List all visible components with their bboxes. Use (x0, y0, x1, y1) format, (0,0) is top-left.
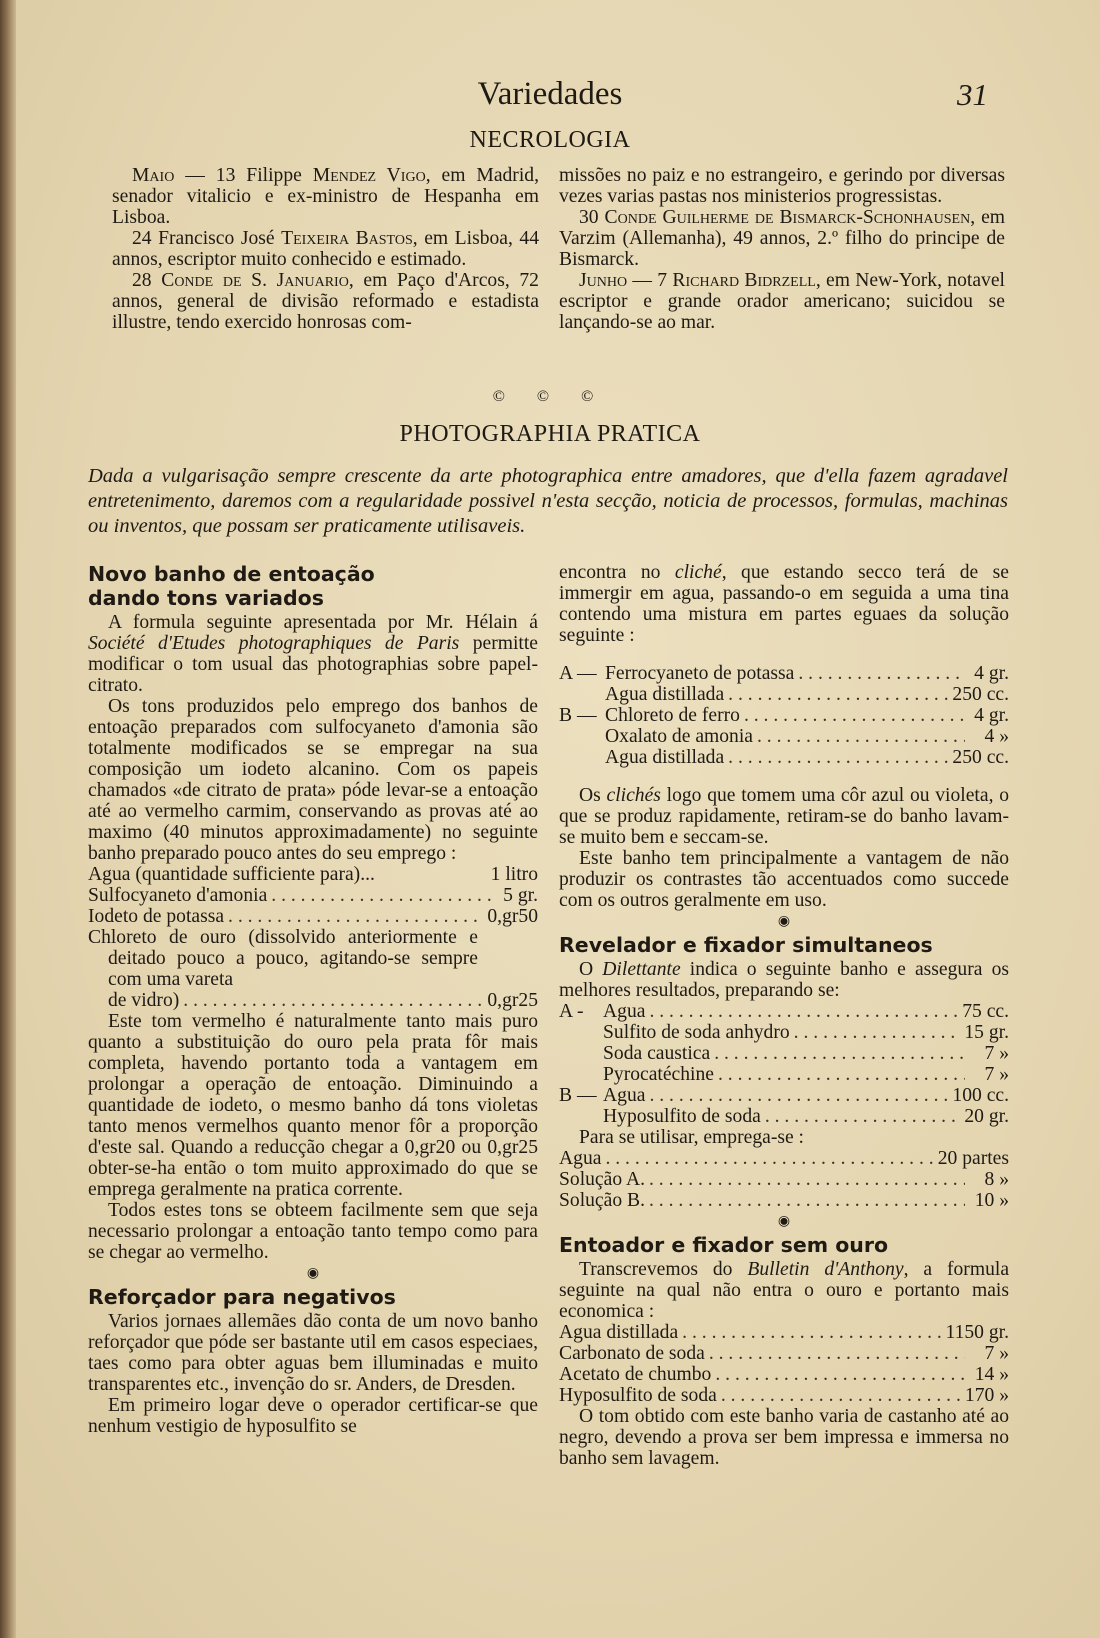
paragraph: O tom obtido com este banho varia de castanho até ao negro, devendo a prova ser bem impressa e immersa no banho sem lavagem. (559, 1406, 1009, 1469)
article-heading: dando tons variados (88, 586, 324, 610)
paragraph: Os clichés logo que tomem uma côr azul ou violeta, o que se produz rapidamente, retiram-se do banho lavam-se muito bem e seccam-se. (559, 785, 1009, 848)
recipe-row: Oxalato de amonia . . . 4 » (559, 726, 1009, 747)
recipe-row: Hyposulfito de soda . . . 170 » (559, 1385, 1009, 1406)
paragraph: Em primeiro logar deve o operador certificar-se que nenhum vestigio de hyposulfito se (88, 1395, 538, 1437)
recipe-list (88, 864, 538, 1011)
recipe-list (559, 1148, 1009, 1211)
recipe-row: Pyrocatéchine . . . 7 » (559, 1064, 1009, 1085)
ornament: ◉ (777, 1214, 791, 1229)
paragraph: O Dilettante indica o seguinte banho e assegura os melhores resultados, preparando se: (559, 959, 1009, 1001)
book-spine (0, 0, 16, 1638)
photographia-heading: PHOTOGRAPHIA PRATICA (399, 421, 701, 447)
page-number: 31 (957, 77, 988, 112)
obituary-entry: 30 Conde Guilherme de Bismarck-Schonhausen, em Varzim (Allemanha), 49 annos, 2.º filho do principe de Bismarck. (559, 207, 1006, 270)
recipe-row: Iodeto de potassa . . . 0,gr50 (88, 906, 538, 927)
necrologia-left-column (112, 165, 539, 333)
article-heading: Novo banho de entoação (88, 562, 375, 586)
recipe-row: A — Ferrocyaneto de potassa . . . 4 gr. (559, 663, 1009, 684)
paragraph: encontra no cliché, que estando secco terá de se immergir em agua, passando-o em seguida a uma tina contendo uma mistura em partes eguaes da solução seguinte : (559, 562, 1009, 646)
running-title: Variedades (477, 76, 623, 112)
paragraph: Os tons produzidos pelo emprego dos banhos de entoação preparados com sulfocyaneto d'amonia são totalmente modificados se se empregar na sua composição um iodeto alcanino. Com os papeis chamados «de citrato de prata» póde levar-se a entoação até ao vermelho carmim, conservando as provas até ao maximo (40 minutos approximadamente) no seguinte banho preparado pouco antes do seu emprego : (88, 696, 538, 864)
recipe-row: B — Agua . . . 100 cc. (559, 1085, 1009, 1106)
recipe-row: Agua . . . 20 partes (559, 1148, 1009, 1169)
article-heading: Reforçador para negativos (88, 1285, 396, 1309)
recipe-row: Carbonato de soda . . . 7 » (559, 1343, 1009, 1364)
recipe-row: Agua distillada . . . 1150 gr. (559, 1322, 1009, 1343)
recipe-row: Acetato de chumbo . . . 14 » (559, 1364, 1009, 1385)
recipe-row-long: Chloreto de ouro (dissolvido anteriormente e deitado pouco a pouco, agitando-se sempre com uma vareta (88, 927, 478, 990)
recipe-row: A - Agua . . . 75 cc. (559, 1001, 1009, 1022)
paragraph: Este banho tem principalmente a vantagem de não produzir os contrastes tão accentuados como succede com os outros geralmente em uso. (559, 848, 1009, 911)
recipe-list (559, 1322, 1009, 1406)
recipe-list (559, 663, 1009, 768)
recipe-row: Sulfito de soda anhydro . . . 15 gr. (559, 1022, 1009, 1043)
left-article-column (88, 562, 538, 1437)
paragraph: A formula seguinte apresentada por Mr. Hélain á Société d'Etudes photographiques de Paris permitte modificar o tom usual das photographias sobre papel-citrato. (88, 612, 538, 696)
recipe-row: Soda caustica . . . 7 » (559, 1043, 1009, 1064)
paragraph: Transcrevemos do Bulletin d'Anthony, a formula seguinte na qual não entra o ouro e portanto mais economica : (559, 1259, 1010, 1322)
obituary-entry: 28 Conde de S. Januario, em Paço d'Arcos, 72 annos, general de divisão reformado e estadista illustre, tendo exercido honrosas com- (112, 270, 539, 333)
section-ornaments: © © © (492, 388, 608, 405)
obituary-entry: Junho — 7 Richard Bidrzell, em New-York, notavel escriptor e grande orador americano; suicidou se lançando-se ao mar. (559, 270, 1005, 333)
article-heading: Entoador e fixador sem ouro (559, 1233, 889, 1257)
obituary-entry: Maio — 13 Filippe Mendez Vigo, em Madrid, senador vitalicio e ex-ministro de Hespanha em Lisboa. (112, 165, 539, 228)
recipe-row: Sulfocyaneto d'amonia . . . 5 gr. (88, 885, 538, 906)
recipe-row: Agua distillada . . . 250 cc. (559, 684, 1009, 705)
ornament: ◉ (306, 1266, 320, 1281)
article-heading: Revelador e fixador simultaneos (559, 933, 933, 957)
paragraph: Este tom vermelho é naturalmente tanto mais puro quanto a substituição do ouro pela prata fôr mais completa, havendo portanto toda a vantagem em prolongar a operação de entoação. Diminuindo a quantidade de iodeto, o mesmo banho dá tons violetas tanto menos vermelhos quanto menor fôr a proporção d'este sal. Quando a reducção chegar a 0,gr20 ou 0,gr25 obter-se-ha então o tom muito approximado do que se emprega geralmente na pratica corrente. (88, 1011, 538, 1200)
recipe-row: Hyposulfito de soda . . . 20 gr. (559, 1106, 1009, 1127)
recipe-row: de vidro) . . . 0,gr25 (88, 990, 538, 1011)
section-intro: Dada a vulgarisação sempre crescente da arte photographica entre amadores, que d'ella fazem agradavel entretenimento, daremos com a regularidade possivel n'esta secção, noticia de processos, formulas, machinas ou inventos, que possam ser praticamente utilisaveis. (88, 465, 1008, 537)
recipe-row: Agua distillada . . . 250 cc. (559, 747, 1009, 768)
recipe-list (559, 1001, 1009, 1127)
paragraph: Todos estes tons se obteem facilmente sem que seja necessario prolongar a entoação tanto tempo como para se chegar ao vermelho. (88, 1200, 538, 1263)
necrologia-right-column (559, 165, 1005, 333)
ornament: ◉ (777, 914, 791, 929)
obituary-entry: 24 Francisco José Teixeira Bastos, em Lisboa, 44 annos, escriptor muito conhecido e estimado. (112, 228, 540, 270)
necrologia-heading: NECROLOGIA (469, 127, 631, 153)
recipe-row: Solução A. . . . 8 » (559, 1169, 1009, 1190)
recipe-row: Agua (quantidade sufficiente para)... 1 litro (88, 864, 538, 885)
right-article-column (559, 562, 1009, 1469)
paragraph: Para se utilisar, emprega-se : (579, 1127, 805, 1148)
obituary-entry-continued: missões no paiz e no estrangeiro, e gerindo por diversas vezes varias pastas nos ministerios progressistas. (559, 165, 1005, 207)
recipe-row: B — Chloreto de ferro . . . 4 gr. (559, 705, 1009, 726)
recipe-row: Solução B. . . . 10 » (559, 1190, 1009, 1211)
paragraph: Varios jornaes allemães dão conta de um novo banho reforçador que póde ser bastante util em casos especiaes, taes como para obter aguas bem illuminadas e muito transparentes etc., invenção do sr. Anders, de Dresden. (88, 1311, 538, 1395)
